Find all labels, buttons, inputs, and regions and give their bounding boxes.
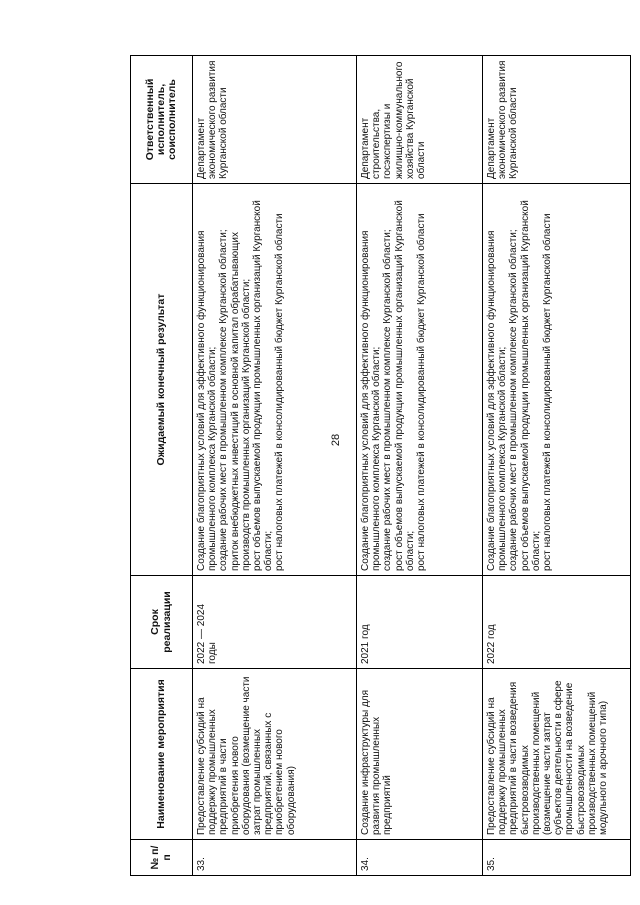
header-period: Срок реализации xyxy=(131,576,193,669)
result-item: создание рабочих мест в промышленном комплексе Курганской области; xyxy=(382,229,394,571)
row-result xyxy=(193,184,357,576)
table-row xyxy=(357,56,483,876)
row-result xyxy=(483,184,631,576)
table-header-row xyxy=(131,56,193,876)
result-item: рост налоговых платежей в консолидированный бюджет Курганской области xyxy=(542,213,554,571)
row-responsible: Департамент экономического развития Курганской области xyxy=(193,56,357,184)
row-num: 34. xyxy=(357,840,483,876)
row-name: Создание инфраструктуры для развития промышленных предприятий xyxy=(357,669,483,840)
row-result xyxy=(357,184,483,576)
result-item: Создание благоприятных условий для эффективного функционирования промышленного комплекса Курганской области; xyxy=(486,230,509,571)
result-item: приток внебюджетных инвестиций в основной капитал обрабатывающих производств промышленных организаций Курганской области; xyxy=(229,232,252,571)
row-period: 2021 год xyxy=(357,576,483,669)
result-item: Создание благоприятных условий для эффективного функционирования промышленного комплекса Курганской области; xyxy=(196,230,219,571)
table-row xyxy=(193,56,357,876)
rotated-table-container xyxy=(130,56,630,876)
header-responsible: Ответственный исполнитель, соисполнитель xyxy=(131,56,193,184)
table-row xyxy=(483,56,631,876)
result-item: рост объемов выпускаемой продукции промышленных организаций Курганской области; xyxy=(252,200,275,571)
result-item: Создание благоприятных условий для эффективного функционирования промышленного комплекса Курганской области; xyxy=(360,230,383,571)
row-responsible: Департамент экономического развития Курганской области xyxy=(483,56,631,184)
row-name: Предоставление субсидий на поддержку промышленных предприятий в части возведения быстровозводимых производственных помещений (возмещение части затрат субъектов деятельности в сфере промышленности на возведение быстровозводимых производственных помещений модульного и арочного типа) xyxy=(483,669,631,840)
result-item: рост объемов выпускаемой продукции промышленных организаций Курганской области; xyxy=(393,200,416,571)
row-num: 35. xyxy=(483,840,631,876)
result-item: создание рабочих мест в промышленном комплексе Курганской области; xyxy=(508,229,520,571)
row-period: 2022 — 2024 годы xyxy=(193,576,357,669)
result-item: рост объемов выпускаемой продукции промышленных организаций Курганской области; xyxy=(519,200,542,571)
measures-table xyxy=(130,55,631,876)
result-item: рост налоговых платежей в консолидированный бюджет Курганской области xyxy=(416,213,428,571)
header-result: Ожидаемый конечный результат xyxy=(131,184,193,576)
result-item: рост налоговых платежей в консолидированный бюджет Курганской области xyxy=(274,213,286,571)
header-name: Наименование мероприятия xyxy=(131,669,193,840)
result-item: создание рабочих мест в промышленном комплексе Курганской области; xyxy=(218,229,230,571)
row-name: Предоставление субсидий на поддержку промышленных предприятий в части приобретения нового оборудования (возмещение части затрат промышленных предприятий, связанных с приобретением нового оборудования) xyxy=(193,669,357,840)
header-num: № п/п xyxy=(131,840,193,876)
row-responsible: Департамент строительства, госэкспертизы и жилищно-коммунального хозяйства Курганской области xyxy=(357,56,483,184)
row-num: 33. xyxy=(193,840,357,876)
page-number: 28 xyxy=(330,433,342,447)
row-period: 2022 год xyxy=(483,576,631,669)
